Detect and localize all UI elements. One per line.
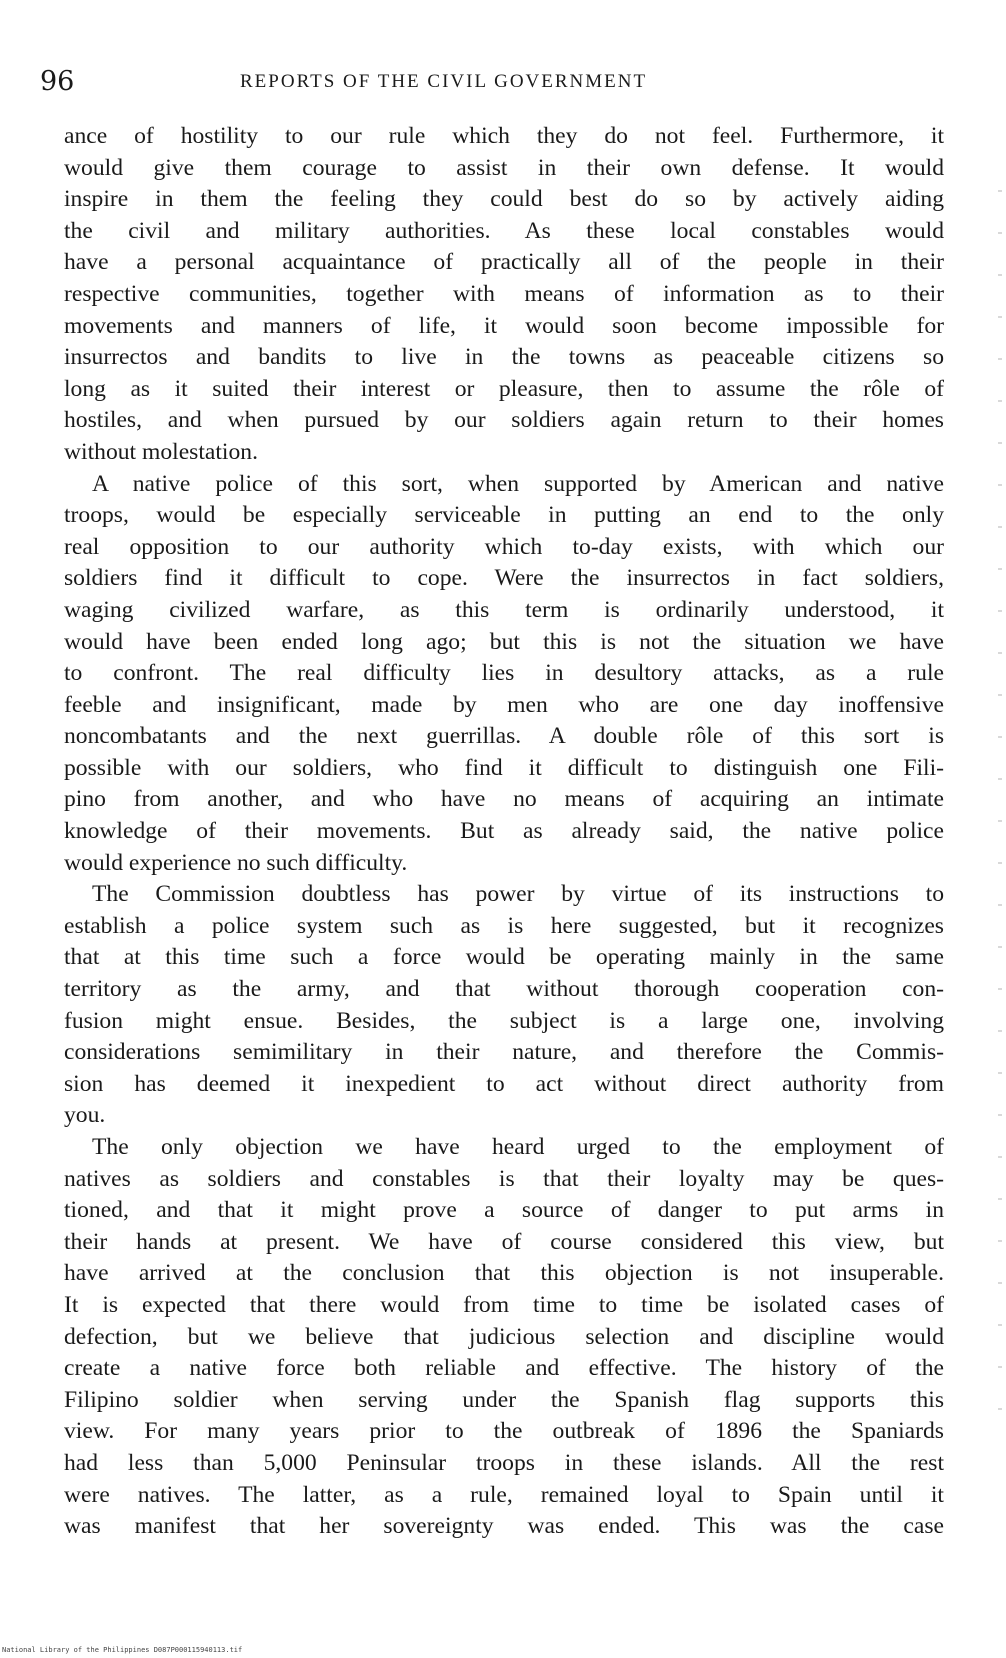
- page-header: [40, 66, 940, 100]
- text-line: possible with our soldiers, who find it difficult to distinguish one Fili-: [64, 754, 944, 781]
- text-line: noncombatants and the next guerrillas. A double rôle of this sort is: [64, 723, 944, 750]
- text-line: were natives. The latter, as a rule, remained loyal to Spain until it: [64, 1481, 944, 1508]
- text-line: long as it suited their interest or pleasure, then to assume the rôle of: [64, 375, 944, 402]
- text-line: the civil and military authorities. As these local constables would: [64, 217, 944, 244]
- text-line: pino from another, and who have no means of acquiring an intimate: [64, 786, 944, 813]
- text-line: inspire in them the feeling they could best do so by actively aiding: [64, 186, 944, 213]
- text-line: It is expected that there would from time to time be isolated cases of: [64, 1291, 944, 1318]
- text-line: troops, would be especially serviceable in putting an end to the only: [64, 502, 944, 529]
- page-number: 96: [40, 66, 75, 97]
- text-line: that at this time such a force would be operating mainly in the same: [64, 944, 944, 971]
- text-line: would experience no such difficulty.: [64, 849, 408, 876]
- text-line: sion has deemed it inexpedient to act without direct authority from: [64, 1070, 944, 1097]
- text-line: defection, but we believe that judicious selection and discipline would: [64, 1323, 944, 1350]
- text-line: to confront. The real difficulty lies in desultory attacks, as a rule: [64, 660, 944, 687]
- text-line: movements and manners of life, it would soon become impossible for: [64, 312, 944, 339]
- text-line: tioned, and that it might prove a source of danger to put arms in: [64, 1197, 944, 1224]
- text-line: feeble and insignificant, made by men who are one day inoffensive: [64, 691, 944, 718]
- text-line: establish a police system such as is here suggested, but it recognizes: [64, 912, 944, 939]
- paragraph: [64, 879, 944, 1132]
- text-line: natives as soldiers and constables is that their loyalty may be ques-: [64, 1165, 944, 1192]
- paragraph: [64, 1132, 944, 1543]
- text-line: The Commission doubtless has power by virtue of its instructions to: [92, 881, 944, 908]
- text-line: without molestation.: [64, 438, 258, 465]
- text-line: insurrectos and bandits to live in the towns as peaceable citizens so: [64, 344, 944, 371]
- text-line: would give them courage to assist in their own defense. It would: [64, 154, 944, 181]
- text-line: have arrived at the conclusion that this objection is not insuperable.: [64, 1260, 944, 1287]
- text-line: their hands at present. We have of course considered this view, but: [64, 1228, 944, 1255]
- paragraph: [64, 121, 944, 469]
- text-line: had less than 5,000 Peninsular troops in these islands. All the rest: [64, 1449, 944, 1476]
- text-line: The only objection we have heard urged to the employment of: [92, 1134, 944, 1160]
- text-line: Filipino soldier when serving under the Spanish flag supports this: [64, 1386, 944, 1413]
- text-line: would have been ended long ago; but this is not the situation we have: [64, 628, 944, 655]
- scan-edge-marks: [998, 150, 1002, 1450]
- text-line: was manifest that her sovereignty was ended. This was the case: [64, 1513, 944, 1540]
- text-line: hostiles, and when pursued by our soldiers again return to their homes: [64, 407, 944, 434]
- text-line: real opposition to our authority which to-day exists, with which our: [64, 533, 944, 560]
- running-head: REPORTS OF THE CIVIL GOVERNMENT: [240, 71, 648, 92]
- text-line: have a personal acquaintance of practically all of the people in their: [64, 249, 944, 276]
- text-line: ance of hostility to our rule which they do not feel. Furthermore, it: [64, 123, 944, 149]
- text-line: fusion might ensue. Besides, the subject is a large one, involving: [64, 1007, 944, 1034]
- text-line: soldiers find it difficult to cope. Were the insurrectos in fact soldiers,: [64, 565, 944, 592]
- text-line: waging civilized warfare, as this term is ordinarily understood, it: [64, 596, 944, 623]
- paragraph: [64, 469, 944, 880]
- text-line: considerations semimilitary in their nature, and therefore the Commis-: [64, 1039, 944, 1066]
- text-line: view. For many years prior to the outbreak of 1896 the Spaniards: [64, 1418, 944, 1445]
- text-line: you.: [64, 1102, 106, 1129]
- text-line: A native police of this sort, when supported by American and native: [92, 470, 944, 497]
- scan-footer: National Library of the Philippines D087P000115940113.tif: [2, 1646, 243, 1654]
- text-line: respective communities, together with means of information as to their: [64, 280, 944, 307]
- body-text: [64, 121, 944, 1543]
- text-line: create a native force both reliable and effective. The history of the: [64, 1355, 944, 1382]
- text-line: knowledge of their movements. But as already said, the native police: [64, 818, 944, 845]
- text-line: territory as the army, and that without thorough cooperation con-: [64, 976, 944, 1003]
